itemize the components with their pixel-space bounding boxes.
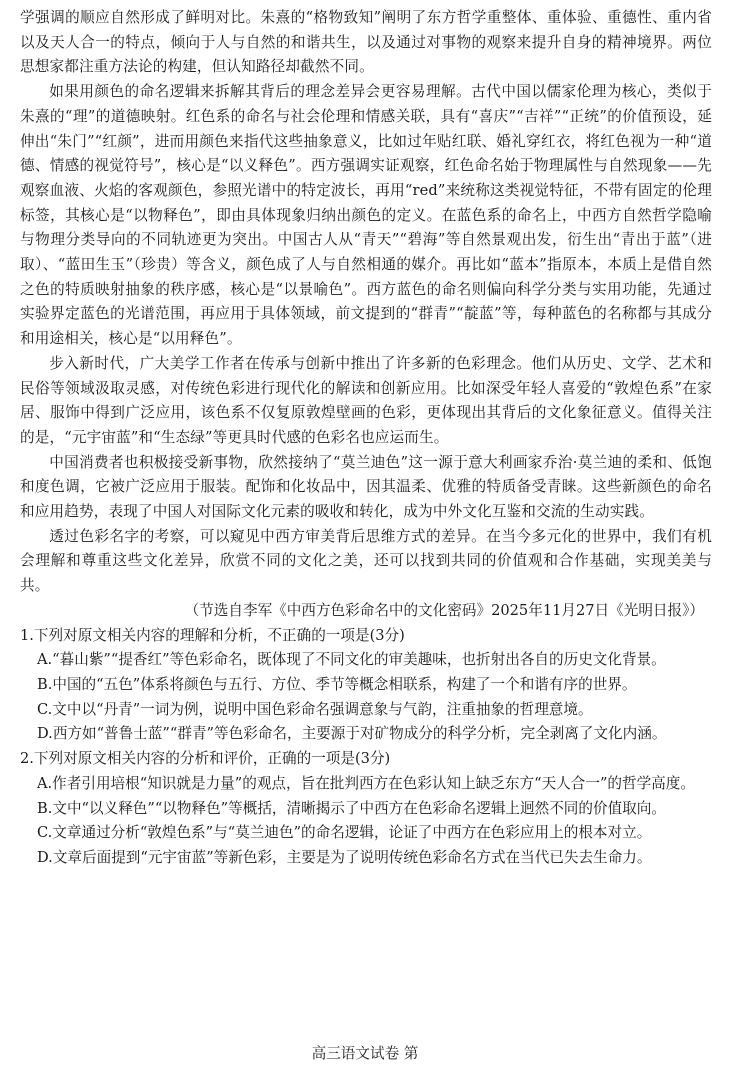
passage-paragraph-new-era: 步入新时代，广大美学工作者在传承与创新中推出了许多新的色彩理念。他们从历史、文学、艺术和民俗等领域汲取灵感，对传统色彩进行现代化的解读和创新应用。比如深受年轻人喜爱的“敦煌色系”在家居、服饰中得到广泛应用，该色系不仅复原敦煌壁画的色彩，更体现出其背后的文化象征意义。值得关注的是，“元宇宙蓝”和“生态绿”等更具时代感的色彩名也应运而生。 xyxy=(20,354,712,446)
question-2-option-d: D.文章后面提到“元宇宙蓝”等新色彩，主要是为了说明传统色彩命名方式在当代已失去生命力。 xyxy=(37,848,652,866)
question-1 xyxy=(20,624,712,748)
passage-paragraph-color-logic: 如果用颜色的命名逻辑来拆解其背后的理念差异会更容易理解。古代中国以儒家伦理为核心，类似于朱熹的“理”的道德映射。红色系的命名与社会伦理和情感关联，具有“喜庆”“吉祥”“正统”的价值预设，延伸出“朱门”“红颜”，进而用颜色来指代这些抽象意义，比如过年贴红联、婚礼穿红衣，将红色视为一种“道德、情感的视觉符号”，核心是“以义释色”。西方强调实证观察，红色命名始于物理属性与自然现象——先观察血液、火焰的客观颜色，参照光谱中的特定波长，再用“red”来统称这类视觉特征，不带有固定的伦理标签，其核心是“以物释色”，即由具体现象归纳出颜色的定义。在蓝色系的命名上，中西方自然哲学隐喻与物理分类导向的不同轨迹更为突出。中国古人从“青天”“碧海”等自然景观出发，衍生出“青出于蓝”（进取）、“蓝田生玉”（珍贵）等含义，颜色成了人与自然相通的媒介。再比如“蓝本”指原本，本质上是借自然之色的特质映射抽象的秩序感，核心是“以景喻色”。西方蓝色的命名则偏向科学分类与实用功能，先通过实验界定蓝色的光谱范围，再应用于具体领域，前文提到的“群青”“靛蓝”等，每种蓝色的名称都与其成分和用途相关，核心是“以用释色”。 xyxy=(20,83,712,348)
question-1-option-a: A.“暮山紫”“提香红”等色彩命名，既体现了不同文化的审美趣味，也折射出各自的历史文化背景。 xyxy=(37,651,666,669)
page-footer: 高三语文试卷 第 xyxy=(311,1045,419,1062)
passage-paragraph-morandi: 中国消费者也积极接受新事物，欣然接纳了“莫兰迪色”这一源于意大利画家乔治·莫兰迪的柔和、低饱和度色调，它被广泛应用于服装。配饰和化妆品中，因其温柔、优雅的特质备受青睐。这些新颜色的命名和应用趋势，表现了中国人对国际文化元素的吸收和转化，成为中外文化互鉴和交流的生动实践。 xyxy=(20,453,712,521)
question-stem: 1.下列对原文相关内容的理解和分析，不正确的一项是(3分) xyxy=(20,626,405,644)
passage-paragraph-continued: 学强调的顺应自然形成了鲜明对比。朱熹的“格物致知”阐明了东方哲学重整体、重体验、重德性、重内省以及天人合一的特点，倾向于人与自然的和谐共生，以及通过对事物的观察来提升自身的精神境界。两位思想家都注重方法论的构建，但认知路径却截然不同。 xyxy=(20,9,712,76)
passage-source-citation: （节选自李军《中西方色彩命名中的文化密码》2025年11月27日《光明日报》） xyxy=(184,601,704,619)
question-2 xyxy=(20,747,712,871)
reading-passage xyxy=(20,6,712,624)
question-1-option-c: C.文中以“丹青”一词为例，说明中国色彩命名强调意象与气韵，注重抽象的哲理意境。 xyxy=(37,700,593,718)
question-stem: 2.下列对原文相关内容的分析和评价，正确的一项是(3分) xyxy=(20,750,391,768)
question-2-option-b: B.文中“以义释色”“以物释色”等概括，清晰揭示了中西方在色彩命名逻辑上迥然不同的价值取向。 xyxy=(37,799,666,817)
passage-paragraph-conclusion: 透过色彩名字的考察，可以窥见中西方审美背后思维方式的差异。在当今多元化的世界中，我们有机会理解和尊重这些文化差异，欣赏不同的文化之美，还可以找到共同的价值观和合作基础，实现美美与共。 xyxy=(20,527,712,595)
question-2-option-c: C.文章通过分析“敦煌色系”与“莫兰迪色”的命名逻辑，论证了中西方在色彩应用上的根本对立。 xyxy=(37,824,652,842)
question-1-option-b: B.中国的“五色”体系将颜色与五行、方位、季节等概念相联系，构建了一个和谐有序的世界。 xyxy=(37,675,637,693)
question-1-option-d: D.西方如“普鲁士蓝”“群青”等色彩命名，主要源于对矿物成分的科学分析，完全剥离了文化内涵。 xyxy=(37,725,667,743)
question-2-option-a: A.作者引用培根“知识就是力量”的观点，旨在批判西方在色彩认知上缺乏东方“天人合一”的哲学高度。 xyxy=(37,774,695,792)
